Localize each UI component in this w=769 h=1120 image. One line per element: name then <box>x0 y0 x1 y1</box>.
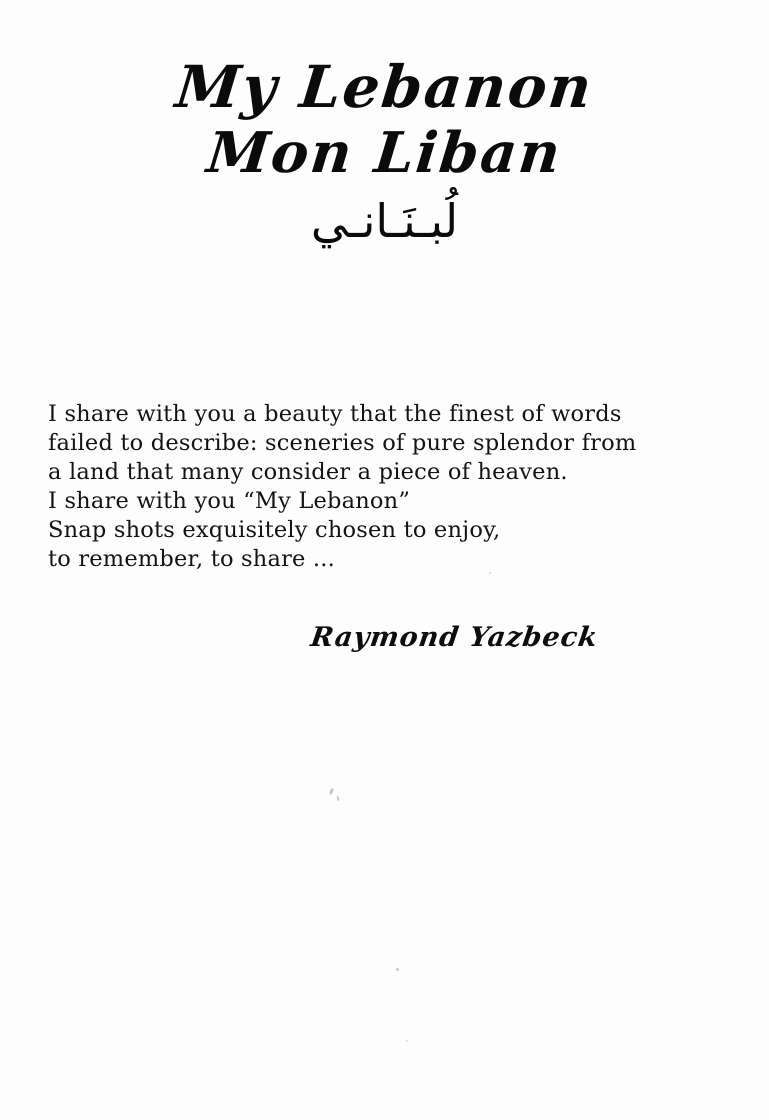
title-line-arabic: لُبـنَـانـي <box>310 194 459 249</box>
poem-line: a land that many consider a piece of heaven. <box>48 459 568 485</box>
scan-speckle <box>406 1040 408 1042</box>
poem-body <box>48 400 708 574</box>
title-line-english: My Lebanon <box>172 53 597 121</box>
scan-speckle <box>489 572 491 574</box>
scan-speckle <box>396 968 399 971</box>
poem-line: I share with you “My Lebanon” <box>48 488 411 514</box>
title-block <box>0 53 769 252</box>
signature-block <box>0 622 769 653</box>
poem-line: I share with you a beauty that the finest of words <box>48 401 622 427</box>
author-signature: Raymond Yazbeck <box>308 622 601 653</box>
scan-speckle <box>329 788 334 796</box>
scan-speckle <box>336 796 339 801</box>
poem-line: to remember, to share ... <box>48 546 335 572</box>
poem-line: failed to describe: sceneries of pure splendor from <box>48 430 637 456</box>
title-line-french: Mon Liban <box>203 120 566 187</box>
poem-line: Snap shots exquisitely chosen to enjoy, <box>48 517 501 543</box>
